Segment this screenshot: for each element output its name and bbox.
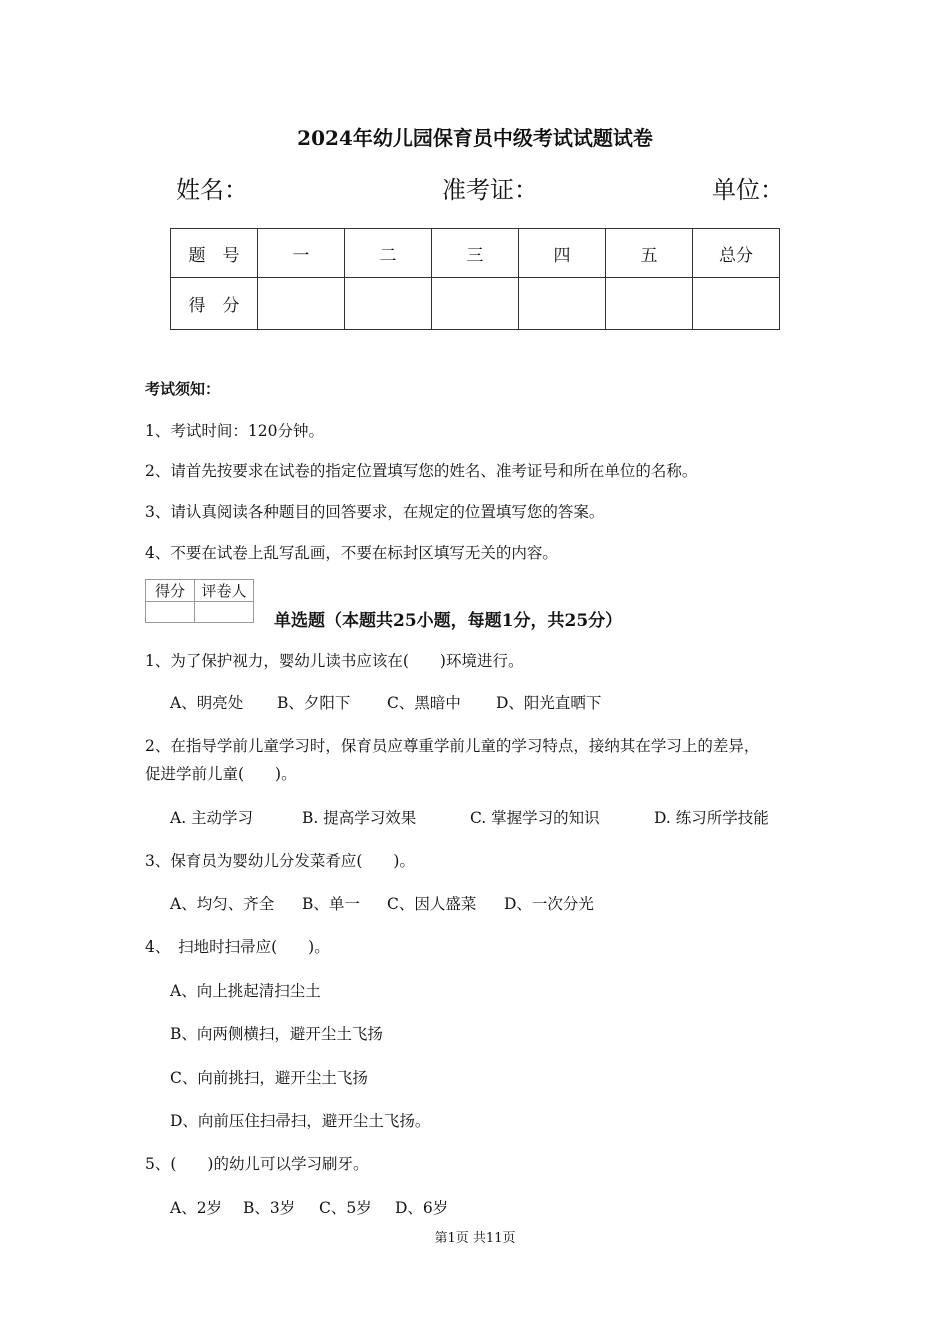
score-row-label: 得 分 bbox=[171, 278, 258, 330]
option: B、夕阳下 bbox=[277, 694, 351, 712]
option: A. 主动学习 bbox=[170, 809, 254, 827]
notice-item: 4、不要在试卷上乱写乱画，不要在标封区填写无关的内容。 bbox=[145, 544, 558, 562]
score-header-cell: 四 bbox=[519, 229, 606, 278]
option: B、单一 bbox=[302, 895, 360, 913]
question-stem: 1、为了保护视力，婴幼儿读书应该在( )环境进行。 bbox=[145, 652, 524, 670]
page-title: 2024年幼儿园保育员中级考试试题试卷 bbox=[297, 126, 653, 150]
score-header-cell: 五 bbox=[606, 229, 693, 278]
option: C、5岁 bbox=[319, 1199, 372, 1217]
notice-heading: 考试须知： bbox=[145, 380, 221, 398]
score-table bbox=[170, 228, 780, 330]
question-stem: 4、 扫地时扫帚应( )。 bbox=[145, 938, 330, 956]
grader-reviewer-cell[interactable] bbox=[195, 602, 254, 623]
notice-item: 3、请认真阅读各种题目的回答要求，在规定的位置填写您的答案。 bbox=[145, 503, 605, 521]
option: D、6岁 bbox=[395, 1199, 449, 1217]
grader-score-label: 得分 bbox=[146, 580, 195, 602]
score-cell[interactable] bbox=[519, 278, 606, 330]
question-stem: 3、保育员为婴幼儿分发菜肴应( )。 bbox=[145, 852, 415, 870]
page-footer: 第1页 共11页 bbox=[434, 1231, 516, 1246]
option: A、均匀、齐全 bbox=[170, 895, 275, 913]
option: C、黑暗中 bbox=[387, 694, 461, 712]
question-stem: 5、( )的幼儿可以学习刷牙。 bbox=[145, 1155, 369, 1173]
grader-table bbox=[145, 579, 254, 623]
name-label: 姓名： bbox=[176, 176, 248, 204]
question-stem-continued: 促进学前儿童( )。 bbox=[145, 765, 297, 783]
score-cell[interactable] bbox=[432, 278, 519, 330]
option: D、阳光直晒下 bbox=[496, 694, 602, 712]
option: A、2岁 bbox=[170, 1199, 223, 1217]
option: D、一次分光 bbox=[504, 895, 594, 913]
score-cell[interactable] bbox=[606, 278, 693, 330]
option: B、向两侧横扫，避开尘土飞扬 bbox=[170, 1025, 383, 1043]
score-cell[interactable] bbox=[258, 278, 345, 330]
score-header-cell: 题 号 bbox=[171, 229, 258, 278]
option: A、明亮处 bbox=[170, 694, 244, 712]
option: A、向上挑起清扫尘土 bbox=[170, 982, 321, 1000]
score-header-cell: 一 bbox=[258, 229, 345, 278]
option: D. 练习所学技能 bbox=[654, 809, 769, 827]
option: C. 掌握学习的知识 bbox=[470, 809, 600, 827]
notice-item: 2、请首先按要求在试卷的指定位置填写您的姓名、准考证号和所在单位的名称。 bbox=[145, 462, 698, 480]
score-header-cell: 总分 bbox=[693, 229, 780, 278]
score-header-cell: 二 bbox=[345, 229, 432, 278]
score-header-cell: 三 bbox=[432, 229, 519, 278]
grader-score-cell[interactable] bbox=[146, 602, 195, 623]
score-cell[interactable] bbox=[345, 278, 432, 330]
option: D、向前压住扫帚扫，避开尘土飞扬。 bbox=[170, 1112, 431, 1130]
score-cell[interactable] bbox=[693, 278, 780, 330]
option: B. 提高学习效果 bbox=[302, 809, 417, 827]
exam-id-label: 准考证： bbox=[442, 176, 538, 204]
section-title: 单选题（本题共25小题，每题1分，共25分） bbox=[274, 611, 623, 631]
unit-label: 单位： bbox=[712, 176, 784, 204]
option: C、向前挑扫，避开尘土飞扬 bbox=[170, 1069, 368, 1087]
score-table-score-row bbox=[171, 278, 780, 330]
question-stem: 2、在指导学前儿童学习时，保育员应尊重学前儿童的学习特点，接纳其在学习上的差异， bbox=[145, 737, 760, 755]
grader-reviewer-label: 评卷人 bbox=[195, 580, 254, 602]
notice-item: 1、考试时间：120分钟。 bbox=[145, 422, 324, 440]
score-table-header-row bbox=[171, 229, 780, 278]
option: B、3岁 bbox=[243, 1199, 296, 1217]
option: C、因人盛菜 bbox=[387, 895, 477, 913]
